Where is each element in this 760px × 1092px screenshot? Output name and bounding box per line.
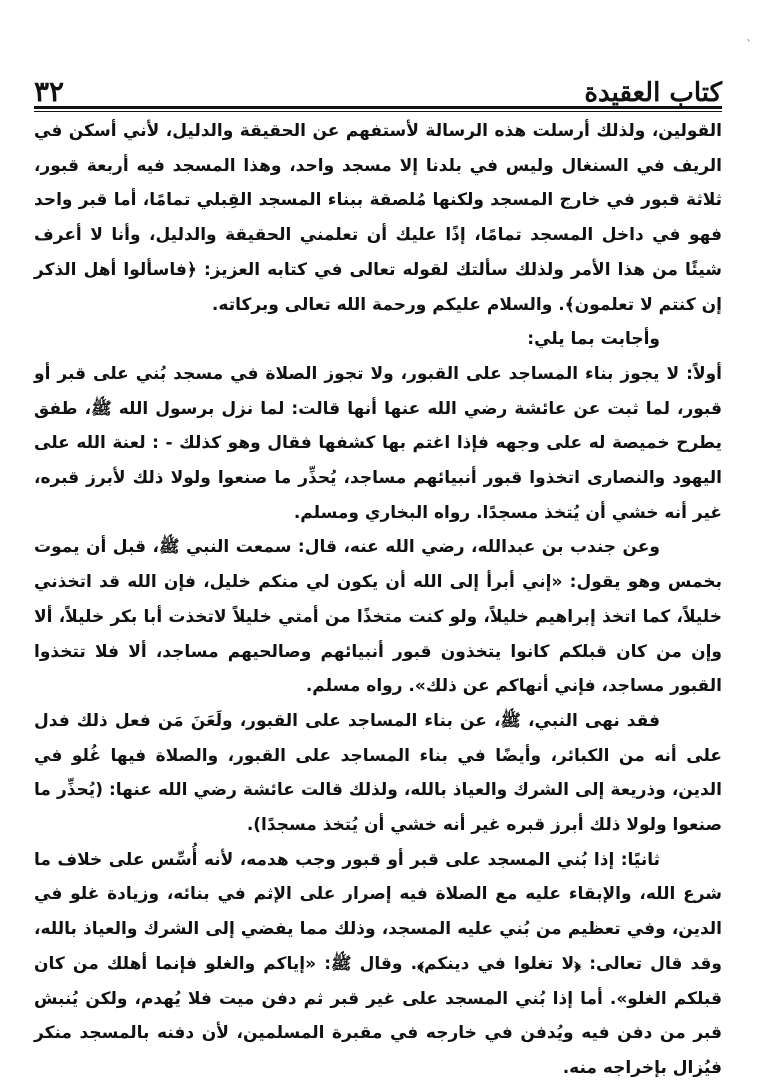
paragraph-question-continued: القولين، ولذلك أرسلت هذه الرسالة لأستفهم عن الحقيقة والدليل، لأني أسكن في الريف في السنغال وليس في بلدنا إلا مسجد واحد، وهذا المسجد فيه أربعة قبور، ثلاثة قبور في خارج المسجد ولكنها مُلصقة ببناء المسجد القِبلي تمامًا، أما قبر واحد فهو في داخل المسجد تمامًا، إذًا عليك أن تعلمني الحقيقة والدليل، وأنا لا أعرف شيئًا من هذا الأمر ولذلك سألتك لقوله تعالى في كتابه العزيز: ﴿فاسألوا أهل الذكر إن كنتم لا تعلمون﴾. والسلام عليكم ورحمة الله تعالى وبركاته. (34, 121, 722, 315)
body-text (34, 114, 722, 1086)
paragraph-second-point: ثانيًا: إذا بُني المسجد على قبر أو قبور وجب هدمه، لأنه أُسِّس على خلاف ما شرع الله، والإبقاء عليه مع الصلاة فيه إصرار على الإثم في بنائه، وزيادة غلو في الدين، وفي تعظيم من بُني عليه المسجد، وذلك مما يفضي إلى الشرك والعياذ بالله، وقد قال تعالى: ﴿لا تغلوا في دينكم﴾. وقال ﷺ: «إياكم والغلو فإنما أهلك من كان قبلكم الغلو». أما إذا بُني المسجد على غير قبر ثم دفن ميت فلا يُهدم، ولكن يُنبش قبر من دفن فيه ويُدفن في خارجه في مقبرة المسلمين، لأن دفنه بالمسجد منكر فيُزال بإخراجه منه. (34, 849, 722, 1078)
page-number: ٣٢ (34, 75, 65, 108)
header-rule (34, 106, 722, 112)
page-header (34, 66, 722, 106)
paragraph-answer-intro: وأجابت بما يلي: (527, 329, 660, 350)
paragraph-first-point: أولاً: لا يجوز بناء المساجد على القبور، ولا تجوز الصلاة في مسجد بُني على قبر أو قبور، لما ثبت عن عائشة رضي الله عنها أنها قالت: لما نزل برسول الله ﷺ، طفق يطرح خميصة له على وجهه فإذا اغتم بها كشفها فقال وهو كذلك - : لعنة الله على اليهود والنصارى اتخذوا قبور أنبيائهم مساجد، يُحذِّر ما صنعوا ولولا ذلك لأبرز قبره، غير أنه خشي أن يُتخذ مسجدًا. رواه البخاري ومسلم. (34, 363, 722, 523)
scan-mark: ˋ (746, 38, 752, 52)
paragraph-prohibition: فقد نهى النبي، ﷺ، عن بناء المساجد على القبور، ولَعَنَ مَن فعل ذلك فدل على أنه من الكبائر، وأيضًا في بناء المساجد على القبور، والصلاة فيها غُلو في الدين، وذريعة إلى الشرك والعياذ بالله، ولذلك قالت عائشة رضي الله عنها: (يُحذِّر ما صنعوا ولولا ذلك أبرز قبره غير أنه خشي أن يُتخذ مسجدًا). (34, 710, 722, 836)
book-title: كتاب العقيدة (584, 78, 722, 108)
paragraph-jundub-hadith: وعن جندب بن عبدالله، رضي الله عنه، قال: سمعت النبي ﷺ، قبل أن يموت بخمس وهو يقول: «إني أبرأ إلى الله أن يكون لي منكم خليل، فإن الله قد اتخذني خليلاً، كما اتخذ إبراهيم خليلاً، ولو كنت متخذًا من أمتي خليلاً لاتخذت أبا بكر خليلاً، ألا وإن من كان قبلكم كانوا يتخذون قبور أنبيائهم وصالحيهم مساجد، ألا فلا تتخذوا القبور مساجد، فإني أنهاكم عن ذلك». رواه مسلم. (34, 537, 722, 697)
